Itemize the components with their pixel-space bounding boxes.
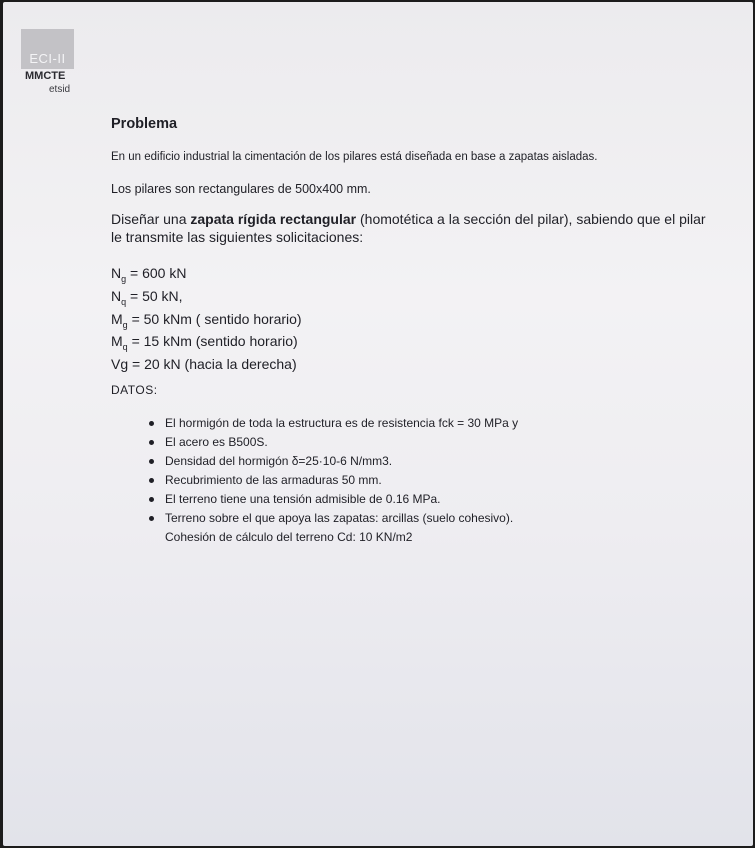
list-item [149,509,518,528]
document-page [3,2,753,846]
load-subscript: g [121,273,127,284]
load-value: = 50 kNm ( sentido horario) [127,310,302,327]
datos-text: El terreno tiene una tensión admisible de 0.16 MPa. [165,492,441,506]
problem-title: Problema [111,116,178,132]
logo-box-text: ECI-II [29,51,66,66]
logo-mmcte: MMCTE [25,70,66,82]
bullet-icon [149,440,154,445]
loads-list [111,265,302,373]
datos-text: Terreno sobre el que apoya las zapatas: arcillas (suelo cohesivo). [165,511,514,525]
task-bold: zapata rígida rectangular [190,211,357,227]
paragraph-task [111,210,711,246]
load-value: = 20 kN (hacia la derecha) [128,356,297,373]
load-item [111,288,302,311]
load-value: = 600 kN [126,265,187,281]
load-symbol: M [111,333,123,350]
load-value: = 15 kNm (sentido horario) [127,333,298,350]
load-symbol: N [111,287,122,304]
list-item [149,433,518,452]
logo-eci [21,29,74,69]
bullet-icon [149,478,154,483]
load-symbol: Vg [111,356,129,373]
bullet-icon [149,459,154,464]
load-subscript: g [122,319,128,330]
datos-text: Densidad del hormigón δ=25·10-6 N/mm3. [165,454,393,468]
list-item [149,414,518,433]
task-pre: Diseñar una [111,211,191,227]
list-item-continuation: Cohesión de cálculo del terreno Cd: 10 KN/m2 [165,530,413,544]
load-symbol: M [111,310,123,327]
list-item [149,471,518,490]
datos-heading: DATOS: [111,383,158,397]
bullet-icon [149,497,154,502]
datos-list [149,414,518,547]
list-item [149,490,518,509]
load-item [111,311,302,334]
task-post: (homotética a la sección del pilar), sabiendo que el pilar le transmite las siguientes solicitaciones: [111,211,706,245]
logo-etsid: etsid [49,84,71,95]
load-value: = 50 kN, [126,287,183,304]
paragraph-pillars: Los pilares son rectangulares de 500x400 mm. [111,182,371,196]
datos-text: El acero es B500S. [165,435,268,449]
load-subscript: q [121,296,127,307]
datos-text: El hormigón de toda la estructura es de resistencia fck = 30 MPa y [165,416,519,430]
bullet-icon [149,421,154,426]
load-subscript: q [122,342,128,353]
datos-text: Recubrimiento de las armaduras 50 mm. [165,473,382,487]
load-symbol: N [111,265,122,281]
load-item [111,356,302,373]
bullet-icon [149,516,154,521]
paragraph-intro: En un edificio industrial la cimentación de los pilares está diseñada en base a zapatas aisladas. [111,151,598,163]
load-item [111,265,302,288]
list-item [149,452,518,471]
load-item [111,333,302,356]
